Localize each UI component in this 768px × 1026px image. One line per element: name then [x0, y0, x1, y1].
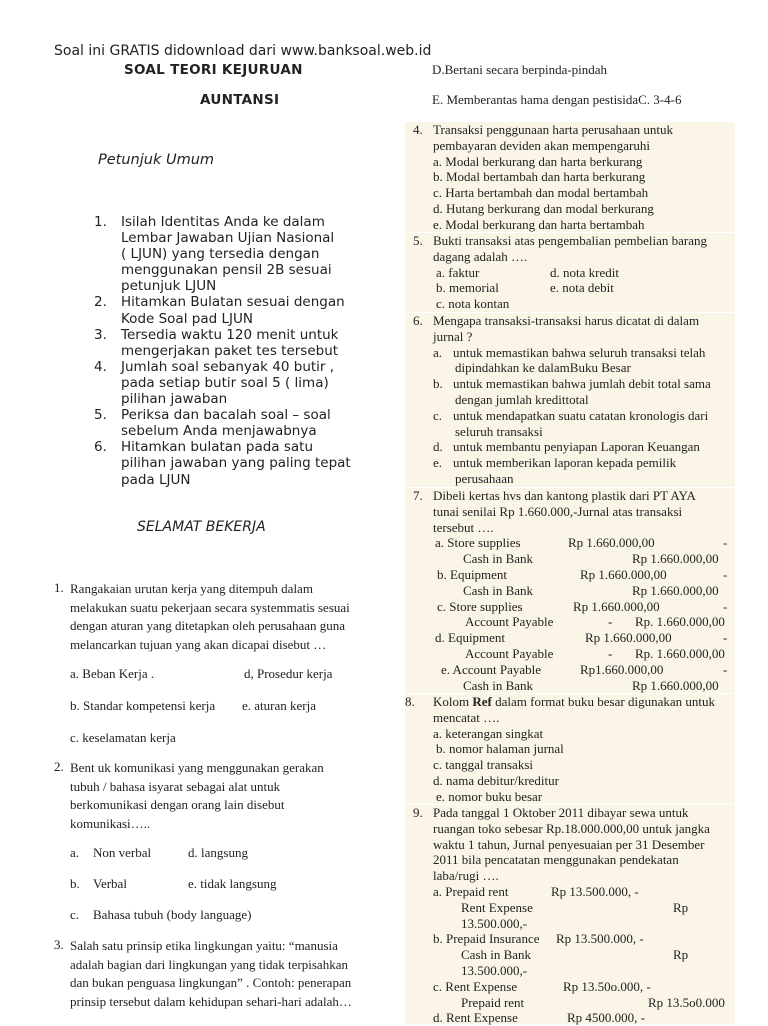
q6-option [433, 408, 733, 440]
q6-option-line: untuk mendapatkan suatu catatan kronologis dari [453, 407, 709, 423]
q9-a-debit-value: Rp 13.500.000, - [551, 884, 639, 899]
q7-option-debit: e. Account Payable [441, 661, 541, 677]
q8-option: d. nama debitur/kreditur [433, 772, 559, 788]
q3-line: dan bukan penguasa lingkungan” . Contoh: penerapan [70, 975, 352, 991]
title-auntansi: AUNTANSI [200, 92, 280, 108]
q6-option-line: untuk memberikan laporan kepada pemilik [453, 455, 677, 471]
q2-option-b-letter: b. [70, 876, 80, 891]
q7-option-dash: - [723, 661, 728, 677]
q9-c-credit-value: Rp 13.5o0.000 [648, 994, 725, 1010]
q6-option-letter: b. [433, 376, 443, 392]
q7-option-dash: - [723, 630, 728, 646]
instruction-line: Hitamkan bulatan pada satu [121, 439, 314, 456]
q7-option-debit-value: Rp 1.660.000,00 [580, 566, 667, 582]
instruction-number: 5. [94, 407, 107, 424]
q7-option-credit-value: Rp. 1.660.000,00 [635, 645, 725, 661]
instruction-number: 4. [94, 358, 107, 375]
q8-option: a. keterangan singkat [433, 725, 544, 741]
q1-option-a: a. Beban Kerja . [70, 666, 155, 681]
instruction-line: mengerjakan paket tes tersebut [121, 342, 339, 359]
question-9 [405, 805, 735, 1024]
q9-d-debit: d. Rent Expense [433, 1010, 518, 1026]
q9-b-debit: b. Prepaid Insurance [433, 931, 540, 947]
q5-number: 5. [413, 233, 423, 248]
question-8 [405, 694, 735, 804]
q2-option-a: Non verbal [93, 845, 152, 860]
q7-option-debit: c. Store supplies [437, 598, 523, 614]
q8-number: 8. [405, 694, 415, 709]
q5-line-2: dagang adalah …. [433, 248, 528, 264]
q6-option-line: dengan jumlah kredittotal [455, 391, 589, 407]
q9-b-credit-value-2: 13.500.000,- [461, 963, 528, 978]
q3-line: adalah bagian dari lingkungan yang tidak terpisahkan [70, 956, 348, 972]
q7-line: tersebut …. [433, 519, 494, 535]
q7-option-dash: - [723, 566, 728, 582]
instruction-line: sebelum Anda menjawabnya [121, 423, 317, 440]
q7-option-credit: Cash in Bank [463, 551, 534, 567]
petunjuk-heading: Petunjuk Umum [98, 152, 215, 168]
q5-option-a: a. faktur [436, 264, 480, 280]
q8-line-1 [433, 694, 715, 710]
instruction-line: pilihan jawaban [121, 391, 228, 408]
instruction-number: 1. [94, 214, 107, 230]
q7-option-debit: d. Equipment [435, 630, 506, 646]
q2-line: tubuh / bahasa isyarat sebagai alat untuk [70, 778, 281, 794]
q9-c-debit-value: Rp 13.50o.000, - [563, 978, 651, 994]
right-top-line-1: D.Bertani secara berpinda-pindah [432, 62, 608, 77]
q6-line-2: jurnal ? [433, 328, 473, 344]
q7-option-credit-dash: - [608, 645, 613, 661]
q1-line: melakukan suatu pekerjaan secara systemmatis sesuai [70, 599, 350, 615]
instruction-item [94, 214, 370, 294]
instruction-line: pada setiap butir soal 5 ( lima) [121, 374, 329, 391]
q7-option-credit: Account Payable [465, 645, 554, 661]
q9-line: waktu 1 tahun, Jurnal penyesuaian per 31 Desember [433, 836, 705, 852]
q7-option-debit-value: Rp1.660.000,00 [580, 661, 664, 677]
q1-number: 1. [54, 580, 64, 595]
q8-option: c. tanggal transaksi [433, 757, 533, 773]
instruction-line: Kode Soal pad LJUN [121, 310, 253, 327]
question-5 [405, 233, 735, 312]
q9-a-credit-value-1: Rp [673, 899, 689, 915]
q6-option-letter: a. [433, 344, 443, 360]
question-7 [405, 488, 735, 693]
q5-option-e: e. nota debit [550, 280, 614, 296]
q3-number: 3. [54, 937, 64, 952]
q6-option [433, 376, 733, 408]
q1-line: Rangakaian urutan kerja yang ditempuh dalam [70, 581, 313, 596]
instruction-line: Periksa dan bacalah soal – soal [121, 407, 331, 424]
instruction-item [94, 439, 370, 487]
q2-option-e: e. tidak langsung [188, 876, 277, 891]
q6-option-line: untuk memastikan bahwa seluruh transaksi telah [453, 344, 706, 360]
q1-option-b: b. Standar kompetensi kerja [70, 698, 216, 713]
q9-a-credit-value-2: 13.500.000,- [461, 915, 528, 931]
q9-line: Pada tanggal 1 Oktober 2011 dibayar sewa untuk [433, 805, 689, 820]
title-soal-teori: SOAL TEORI KEJURUAN [124, 62, 303, 78]
q6-option-line: perusahaan [455, 470, 514, 486]
question-4 [405, 122, 735, 232]
q9-b-debit-value: Rp 13.500.000, - [556, 931, 644, 947]
q6-option-line: untuk membantu penyiapan Laporan Keuangan [453, 439, 700, 455]
instruction-item [94, 407, 370, 439]
q6-option-letter: c. [433, 407, 443, 423]
q9-c-debit: c. Rent Expense [433, 978, 518, 994]
instruction-line: menggunakan pensil 2B sesuai [121, 262, 332, 279]
q7-option-debit-value: Rp 1.660.000,00 [568, 535, 655, 551]
q6-option [433, 439, 733, 455]
q2-option-c-letter: c. [70, 907, 80, 922]
q6-number: 6. [413, 313, 423, 328]
q7-option-credit-dash: - [608, 614, 613, 630]
q9-line: ruangan toko sebesar Rp.18.000.000,00 untuk jangka [433, 820, 710, 836]
instruction-line: Isilah Identitas Anda ke dalam [121, 214, 325, 230]
q9-b-credit: Cash in Bank [461, 947, 532, 963]
q4-line-1: Transaksi penggunaan harta perusahaan untuk [433, 122, 673, 137]
q3-line: prinsip tersebut dalam kehidupan sehari-hari adalah… [70, 993, 352, 1009]
q7-number: 7. [413, 488, 423, 503]
instruction-line: pilihan jawaban yang paling tepat [121, 455, 351, 472]
q7-option-credit: Account Payable [465, 614, 554, 630]
instruction-line: Tersedia waktu 120 menit untuk [121, 326, 339, 343]
q6-option-letter: d. [433, 439, 443, 455]
instruction-number: 2. [94, 294, 107, 311]
q6-line-1: Mengapa transaksi-transaksi harus dicatat di dalam [433, 313, 700, 328]
q8-line-1-c: dalam format buku besar digunakan untuk [491, 694, 715, 709]
q2-option-b: Verbal [93, 876, 127, 891]
q6-option-line: untuk memastikan bahwa jumlah debit total sama [453, 376, 711, 392]
q6-option [433, 345, 733, 377]
instruction-number: 3. [94, 326, 107, 343]
q7-option-credit: Cash in Bank [463, 582, 534, 598]
q5-option-b: b. memorial [436, 280, 499, 296]
instruction-item [94, 327, 370, 359]
q4-number: 4. [413, 122, 423, 137]
q2-line: komunikasi….. [70, 815, 151, 831]
q4-option: c. Harta bertambah dan modal bertambah [433, 185, 649, 201]
q4-option: d. Hutang berkurang dan modal berkurang [433, 200, 654, 216]
q9-a-credit: Rent Expense [461, 899, 533, 915]
q7-option-dash: - [723, 535, 728, 551]
q4-option: a. Modal berkurang dan harta berkurang [433, 153, 643, 169]
q5-option-c: c. nota kontan [436, 296, 510, 312]
q3-line: Salah satu prinsip etika lingkungan yaitu: “manusia [70, 938, 338, 953]
q8-ref-bold: Ref [472, 694, 492, 709]
q6-option-letter: e. [433, 455, 443, 471]
instruction-line: ( LJUN) yang tersedia dengan [121, 246, 320, 263]
q5-option-d: d. nota kredit [550, 264, 619, 280]
q4-option: b. Modal bertambah dan harta berkurang [433, 169, 646, 185]
right-top-line-2: E. Memberantas hama dengan pestisidaC. 3-4-6 [432, 92, 682, 107]
left-column [54, 0, 374, 1024]
q7-option-debit: a. Store supplies [435, 535, 521, 551]
q9-b-credit-value-1: Rp [673, 947, 689, 963]
q7-option-debit: b. Equipment [437, 566, 508, 582]
instruction-item [94, 294, 370, 326]
q1-line: melancarkan tujuan yang akan dicapai disebut … [70, 636, 327, 652]
q8-option: e. nomor buku besar [436, 788, 543, 804]
q9-a-debit: a. Prepaid rent [433, 884, 509, 899]
q6-option-line: dipindahkan ke dalamBuku Besar [455, 360, 631, 376]
q7-option-debit-value: Rp 1.660.000,00 [573, 598, 660, 614]
q9-line: 2011 bila pencatatan menggunakan pendekatan [433, 852, 679, 868]
right-column [405, 0, 735, 1024]
q8-line-1-a: Kolom [433, 694, 473, 709]
instructions-list [94, 214, 370, 488]
q4-option: e. Modal berkurang dan harta bertambah [433, 216, 645, 232]
q8-option: b. nomor halaman jurnal [436, 741, 564, 757]
q4-line-2: pembayaran deviden akan mempengaruhi [433, 137, 650, 153]
q9-number: 9. [413, 805, 423, 820]
page-header: Soal ini GRATIS didownload dari www.banksoal.web.id [54, 43, 432, 59]
instruction-line: Jumlah soal sebanyak 40 butir , [121, 358, 335, 375]
q6-option [433, 455, 733, 487]
q1-option-d: d, Prosedur kerja [244, 666, 333, 681]
instruction-item [94, 359, 370, 407]
q2-option-c: Bahasa tubuh (body language) [93, 907, 252, 922]
q9-c-credit: Prepaid rent [461, 994, 525, 1010]
instruction-line: petunjuk LJUN [121, 278, 217, 295]
q7-line: tunai senilai Rp 1.660.000,-Jurnal atas transaksi [433, 503, 683, 519]
q7-option-credit: Cash in Bank [463, 677, 534, 693]
q1-option-e: e. aturan kerja [242, 698, 316, 713]
q7-option-dash: - [723, 598, 728, 614]
q7-option-debit-value: Rp 1.660.000,00 [585, 630, 672, 646]
q9-line: laba/rugi …. [433, 868, 499, 884]
q2-line: Bent uk komunikasi yang menggunakan gerakan [70, 760, 324, 775]
instruction-line: Lembar Jawaban Ujian Nasional [121, 230, 335, 247]
q5-line-1: Bukti transaksi atas pengembalian pembelian barang [433, 233, 707, 248]
question-6 [405, 313, 735, 487]
q2-number: 2. [54, 759, 64, 774]
q7-line: Dibeli kertas hvs dan kantong plastik dari PT AYA [433, 488, 696, 503]
instruction-line: Hitamkan Bulatan sesuai dengan [121, 294, 345, 311]
q6-option-line: seluruh transaksi [455, 423, 543, 439]
q8-line-2: mencatat …. [433, 709, 500, 725]
q7-option-credit-value: Rp 1.660.000,00 [632, 677, 719, 693]
q7-option-credit-value: Rp 1.660.000,00 [632, 582, 719, 598]
q2-line: berkomunikasi dengan orang lain disebut [70, 797, 285, 813]
q9-d-debit-value: Rp 4500.000, - [567, 1010, 645, 1026]
q7-option-credit-value: Rp. 1.660.000,00 [635, 614, 725, 630]
selamat-bekerja: SELAMAT BEKERJA [137, 519, 266, 535]
instruction-number: 6. [94, 439, 107, 456]
q2-option-d: d. langsung [188, 845, 248, 860]
q2-option-a-letter: a. [70, 845, 80, 860]
q1-option-c: c. keselamatan kerja [70, 730, 176, 745]
q7-option-credit-value: Rp 1.660.000,00 [632, 551, 719, 567]
q1-line: dengan aturan yang ditetapkan oleh perusahaan guna [70, 618, 346, 634]
instruction-line: pada LJUN [121, 471, 191, 488]
